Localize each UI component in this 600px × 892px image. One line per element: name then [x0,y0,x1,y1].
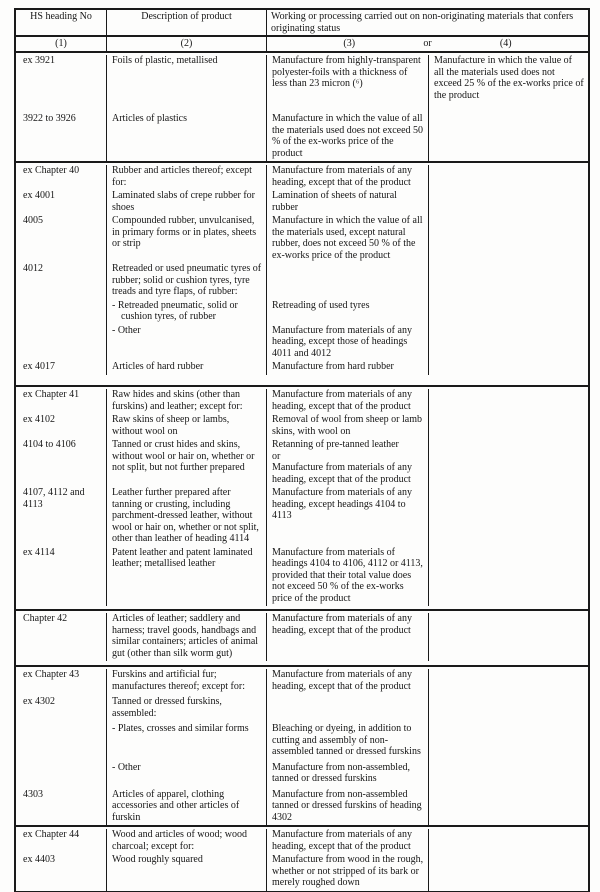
table-row [16,487,588,547]
description-text: - Other [112,324,141,336]
header-hs-heading-no: HS heading No [30,11,92,22]
table-row [16,789,588,826]
rule-col3-text: Manufacture from materials of any heading, except that of the product [272,829,412,852]
rule-col3-cell [266,389,428,414]
rule-col3-cell [266,613,428,661]
description-text: Retreaded or used pneumatic tyres of rubber; solid or cushion tyres, tyre treads and tyre flaps, of rubber: [112,263,262,297]
hs-heading-no: 4005 [23,215,43,226]
hs-heading-no: 4012 [23,263,43,274]
header-description: Description of product [106,10,266,35]
description-cell [106,487,266,547]
hs-heading-no-cell [16,696,106,723]
table-row [16,613,588,661]
hs-heading-no-cell [16,165,106,190]
description-text: Patent leather and patent laminated leather; metallised leather [112,546,253,569]
hs-heading-no: 3922 to 3926 [23,113,76,124]
table-row [16,325,588,362]
table-row [16,547,588,607]
hs-heading-no: ex 4114 [23,546,55,558]
column-number-4: (4) [499,38,512,49]
hs-heading-no: ex 4302 [23,696,55,707]
table-row [16,696,588,723]
rule-col3-cell [266,55,428,113]
rule-col3-text: Retreading of used tyres [272,299,370,311]
column-number-1: (1) [55,38,67,49]
hs-heading-no-cell [16,613,106,661]
rule-col3-cell [266,439,428,487]
rule-col3-text: Lamination of sheets of natural rubber [272,190,397,213]
column-number-3: (3) [343,38,356,49]
table-row [16,414,588,439]
description-cell [106,547,266,607]
table-row [16,669,588,696]
hs-heading-no-cell [16,361,106,375]
hs-chapter-section [16,163,588,387]
hs-heading-no-cell [16,190,106,215]
description-text: Compounded rubber, unvulcanised, in primary forms or in plates, sheets or strip [112,215,257,249]
hs-heading-no-cell [16,263,106,300]
description-text: Articles of hard rubber [112,361,204,372]
description-text: Articles of plastics [112,113,187,124]
description-text: - Plates, crosses and similar forms [112,723,249,734]
description-text: Tanned or dressed furskins, assembled: [112,696,222,719]
header-working-processing: Working or processing carried out on non-originating materials that confers originating status [266,10,588,35]
rule-col4-cell [428,263,588,300]
rule-col3-text: Manufacture from materials of any heading, except that of the product [272,389,412,412]
table-row [16,113,588,161]
hs-heading-no-cell [16,215,106,263]
description-cell [106,361,266,375]
rule-col3-text: Manufacture from materials of any heading, except that of the product [272,462,412,485]
rule-col3-text: Manufacture from materials of any heading, except that of the product [272,165,412,188]
or-label: or [423,38,432,49]
description-text: Laminated slabs of crepe rubber for shoes [112,190,255,213]
description-cell [106,723,266,762]
table-row [16,389,588,414]
hs-heading-no: ex Chapter 41 [23,389,80,400]
description-cell [106,165,266,190]
rule-col4-cell [428,55,588,113]
description-text: Articles of apparel, clothing accessories and other articles of furskin [112,788,240,823]
hs-chapter-section [16,387,588,611]
rule-col4-cell [428,165,588,190]
description-text: Furskins and artificial fur; manufactures thereof; except for: [112,669,245,692]
hs-heading-no: ex Chapter 40 [23,165,80,176]
rule-col4-cell [428,215,588,263]
description-text: Raw hides and skins (other than furskins) and leather; except for: [112,389,243,412]
rule-col4-cell [428,439,588,487]
description-text: Wood roughly squared [112,854,203,865]
description-cell [106,439,266,487]
description-cell [106,762,266,789]
rule-col3-cell [266,854,428,891]
hs-heading-no-cell [16,389,106,414]
description-text: Raw skins of sheep or lambs, without wool on [112,414,230,437]
hs-chapter-section [16,611,588,667]
hs-heading-no: 4104 to 4106 [23,439,76,450]
hs-heading-no-cell [16,829,106,854]
description-cell [106,414,266,439]
hs-heading-no-cell [16,300,106,325]
description-text: Foils of plastic, metallised [112,55,218,66]
description-cell [106,113,266,161]
description-cell [106,789,266,826]
column-number-2: (2) [106,37,266,51]
rule-col4-cell [428,829,588,854]
description-cell [106,854,266,891]
rule-col3-cell [266,723,428,762]
hs-heading-no: ex 4403 [23,854,55,865]
description-cell [106,696,266,723]
rule-col3-text: Manufacture from wood in the rough, whether or not stripped of its bark or merely roughed down [272,854,424,888]
hs-heading-no-cell [16,669,106,696]
hs-heading-no: Chapter 42 [23,613,68,624]
hs-heading-no-cell [16,854,106,891]
table-row [16,829,588,854]
rule-col3-cell [266,414,428,439]
hs-heading-no: ex 4102 [23,414,55,425]
rule-col4-cell [428,669,588,696]
table-body [16,53,588,892]
description-text: - Other [112,761,141,773]
rule-col4-cell [428,190,588,215]
description-cell [106,300,266,325]
hs-heading-no-cell [16,789,106,826]
rule-col3-cell [266,361,428,375]
rule-col3-text: Manufacture from materials of headings 4104 to 4106, 4112 or 4113, provided that their total value does not exceed 50 % of the ex-works price of the product [272,546,423,604]
table-row [16,723,588,762]
description-cell [106,325,266,362]
rule-col3-cell [266,696,428,723]
rule-col3-cell [266,829,428,854]
description-cell [106,829,266,854]
hs-heading-no: ex 3921 [23,55,55,66]
hs-heading-no: ex 4017 [23,361,55,372]
hs-heading-no: 4303 [23,788,43,800]
table-row [16,361,588,375]
rule-col4-cell [428,300,588,325]
rule-col3-text: Manufacture in which the value of all the materials used, except natural rubber, does not exceed 50 % of the ex-works price of the product [272,215,423,261]
rule-col3-cell [266,547,428,607]
rule-col3-text: Manufacture from non-assembled tanned or dressed furskins of heading 4302 [272,788,422,823]
rule-col3-text: or [272,450,281,462]
hs-heading-no-cell [16,723,106,762]
rule-col3-cell [266,487,428,547]
rule-col3-cell [266,669,428,696]
hs-chapter-section [16,667,588,827]
rule-col4-cell [428,113,588,161]
rule-col4-cell [428,762,588,789]
hs-chapter-section [16,827,588,892]
description-text: Leather further prepared after tanning or crusting, including parchment-dressed leather, without wool or hair on, whether or not split, other than leather of heading 4114 [112,487,259,544]
rule-col3-text: Manufacture from materials of any heading, except that of the product [272,613,412,636]
rule-col4-cell [428,414,588,439]
rule-col4-cell [428,613,588,661]
rule-col4-cell [428,487,588,547]
hs-heading-no-cell [16,547,106,607]
rule-col3-text: Manufacture from materials of any heading, except headings 4104 to 4113 [272,487,412,521]
table-row [16,762,588,789]
rule-col3-text: Manufacture from materials of any heading, except that of the product [272,669,412,692]
rule-col3-cell [266,263,428,300]
description-text: - Retreaded pneumatic, solid or cushion tyres, of rubber [112,299,238,322]
table-row [16,263,588,300]
rule-col4-cell [428,854,588,891]
rule-col4-cell [428,325,588,362]
rule-col4-cell [428,696,588,723]
rule-col4-text: Manufacture in which the value of all the materials used does not exceed 25 % of the ex-works price of the product [434,55,584,101]
hs-heading-no: 4107, 4112 and 4113 [23,487,85,510]
rule-col4-cell [428,789,588,826]
rule-col3-text: Manufacture from non-assembled, tanned or dressed furskins [272,761,411,784]
rule-col4-cell [428,361,588,375]
column-number-3-4 [266,37,588,51]
hs-heading-no-cell [16,762,106,789]
rule-col3-cell [266,300,428,325]
rule-col3-text: Bleaching or dyeing, in addition to cutting and assembly of non-assembled tanned or dressed furskins [272,723,421,757]
rule-col3-text: Manufacture from materials of any heading, except those of headings 4011 and 4012 [272,324,412,359]
table-row [16,190,588,215]
rule-col3-cell [266,762,428,789]
table-row [16,439,588,487]
rule-col3-text: Removal of wool from sheep or lamb skins, with wool on [272,414,422,437]
description-cell [106,263,266,300]
rule-col3-cell [266,215,428,263]
rule-col3-cell [266,325,428,362]
rule-col3-text: Manufacture in which the value of all the materials used does not exceed 50 % of the ex-works price of the product [272,113,424,159]
hs-heading-no-cell [16,439,106,487]
rule-col3-text: Manufacture from highly-transparent polyester-foils with a thickness of less than 23 micron (⁶) [272,55,421,89]
description-text: Articles of leather; saddlery and harness; travel goods, handbags and similar containers; articles of animal gut (other than silk worm gut) [112,613,259,659]
table-row [16,215,588,263]
rule-col4-cell [428,389,588,414]
origin-rules-table [14,8,590,892]
rule-col3-cell [266,190,428,215]
description-cell [106,55,266,113]
table-row [16,300,588,325]
description-text: Wood and articles of wood; wood charcoal; except for: [112,829,247,852]
rule-col4-cell [428,547,588,607]
hs-heading-no-cell [16,414,106,439]
table-row [16,165,588,190]
rule-col3-cell [266,113,428,161]
description-text: Rubber and articles thereof; except for: [112,165,252,188]
hs-heading-no-cell [16,113,106,161]
hs-heading-no: ex 4001 [23,190,55,201]
description-cell [106,389,266,414]
rule-col3-text: Manufacture from hard rubber [272,361,394,372]
hs-chapter-section [16,53,588,163]
table-row [16,854,588,891]
rule-col3-cell [266,789,428,826]
rule-col4-cell [428,723,588,762]
hs-heading-no: ex Chapter 44 [23,829,80,840]
description-cell [106,669,266,696]
hs-heading-no: ex Chapter 43 [23,669,80,680]
hs-heading-no-cell [16,487,106,547]
table-header-row [16,10,588,37]
hs-heading-no-cell [16,325,106,362]
rule-col3-cell [266,165,428,190]
column-number-row [16,37,588,53]
rule-col3-text: Retanning of pre-tanned leather [272,439,399,450]
description-cell [106,215,266,263]
table-row [16,55,588,113]
description-cell [106,190,266,215]
description-cell [106,613,266,661]
description-text: Tanned or crust hides and skins, without wool or hair on, whether or not split, but not further prepared [112,439,255,473]
hs-heading-no-cell [16,55,106,113]
